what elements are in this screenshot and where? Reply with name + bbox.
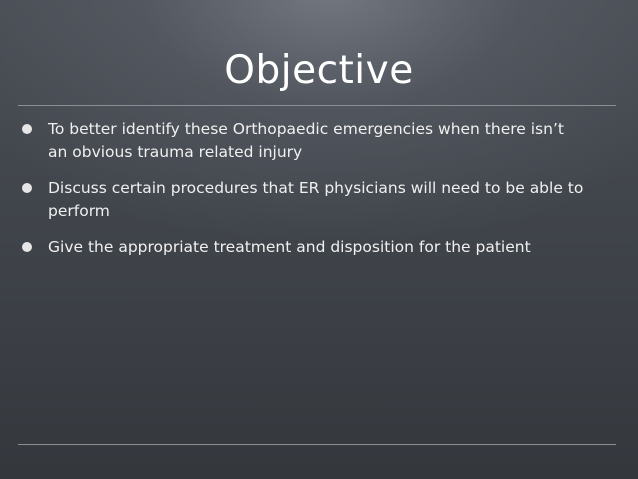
bullet-text: To better identify these Orthopaedic emergencies when there isn’t an obvious trauma related injury <box>48 120 564 161</box>
title-divider <box>18 105 616 106</box>
bullet-dot-icon <box>22 183 32 193</box>
bullet-item <box>48 236 588 259</box>
footer-divider <box>18 444 616 445</box>
bullet-list <box>48 118 588 273</box>
bullet-item <box>48 118 588 163</box>
bullet-dot-icon <box>22 242 32 252</box>
bullet-text: Discuss certain procedures that ER physicians will need to be able to perform <box>48 179 584 220</box>
slide-title: Objective <box>224 48 414 93</box>
bullet-dot-icon <box>22 124 32 134</box>
bullet-text: Give the appropriate treatment and disposition for the patient <box>48 238 531 256</box>
bullet-item <box>48 177 588 222</box>
